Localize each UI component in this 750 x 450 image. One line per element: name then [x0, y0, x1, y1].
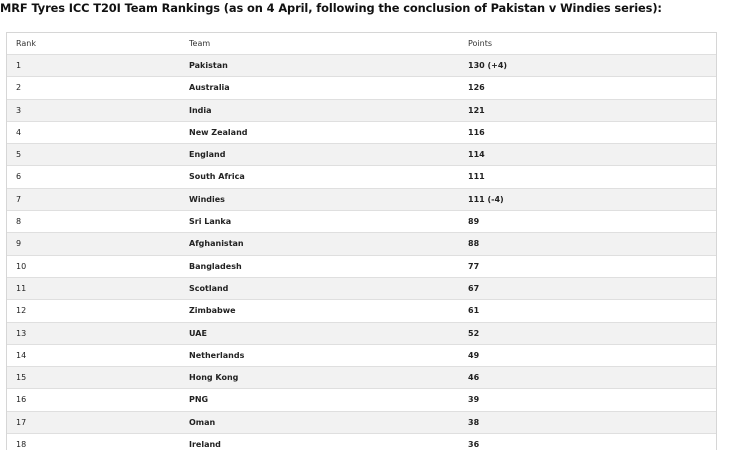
- team-cell: UAE: [189, 328, 207, 338]
- team-cell: Windies: [189, 194, 225, 204]
- table-row: [7, 189, 716, 211]
- points-cell: 114: [468, 150, 485, 160]
- points-cell: 111: [468, 172, 485, 182]
- team-cell: PNG: [189, 395, 209, 405]
- team-cell: Oman: [189, 417, 216, 427]
- rank-cell: 18: [16, 440, 27, 450]
- points-cell: 61: [468, 306, 480, 316]
- points-cell: 52: [468, 328, 480, 338]
- team-cell: Hong Kong: [189, 373, 239, 383]
- points-cell: 77: [468, 261, 480, 271]
- team-cell: South Africa: [189, 172, 245, 182]
- points-cell: 89: [468, 217, 480, 227]
- rank-cell: 8: [16, 217, 22, 227]
- table-row: [7, 367, 716, 389]
- team-cell: Netherlands: [189, 350, 245, 360]
- rank-cell: 15: [16, 373, 27, 383]
- rank-cell: 3: [16, 105, 22, 115]
- rank-cell: 9: [16, 239, 22, 249]
- table-row: [7, 278, 716, 300]
- team-cell: Afghanistan: [189, 239, 244, 249]
- points-cell: 49: [468, 350, 480, 360]
- table-row: [7, 122, 716, 144]
- table-row: [7, 55, 716, 77]
- team-cell: Pakistan: [189, 61, 228, 70]
- table-row: [7, 166, 716, 188]
- team-cell: Ireland: [189, 440, 221, 450]
- team-cell: Bangladesh: [189, 261, 242, 271]
- rank-cell: 16: [16, 395, 27, 405]
- table-body: [7, 55, 716, 450]
- team-cell: Australia: [189, 83, 230, 93]
- points-cell: 67: [468, 283, 480, 293]
- rank-cell: 1: [16, 61, 22, 70]
- table-header-row: [7, 33, 716, 55]
- rank-cell: 13: [16, 328, 27, 338]
- rank-cell: 11: [16, 283, 27, 293]
- table-row: [7, 412, 716, 434]
- points-cell: 88: [468, 239, 480, 249]
- points-cell: 46: [468, 373, 480, 383]
- column-header-points: Points: [468, 39, 493, 48]
- rank-cell: 7: [16, 194, 22, 204]
- table-row: [7, 300, 716, 322]
- table-row: [7, 434, 716, 450]
- team-cell: Sri Lanka: [189, 217, 232, 227]
- rank-cell: 4: [16, 127, 22, 137]
- table-row: [7, 389, 716, 411]
- table-row: [7, 345, 716, 367]
- rankings-table: [6, 32, 717, 450]
- points-cell: 121: [468, 105, 485, 115]
- points-cell: 38: [468, 417, 480, 427]
- points-cell: 39: [468, 395, 480, 405]
- team-cell: England: [189, 150, 226, 160]
- rank-cell: 6: [16, 172, 22, 182]
- page-heading: MRF Tyres ICC T20I Team Rankings (as on 4 April, following the conclusion of Pakistan v Windies series):: [0, 1, 662, 15]
- points-cell: 111 (-4): [468, 194, 504, 204]
- rank-cell: 17: [16, 417, 27, 427]
- table-row: [7, 233, 716, 255]
- rank-cell: 14: [16, 350, 27, 360]
- rank-cell: 10: [16, 261, 27, 271]
- points-cell: 130 (+4): [468, 61, 508, 70]
- table-row: [7, 144, 716, 166]
- points-cell: 116: [468, 127, 485, 137]
- table-row: [7, 211, 716, 233]
- column-header-team: Team: [189, 39, 211, 48]
- rank-cell: 12: [16, 306, 27, 316]
- team-cell: Zimbabwe: [189, 306, 236, 316]
- table-row: [7, 77, 716, 99]
- team-cell: New Zealand: [189, 127, 248, 137]
- points-cell: 126: [468, 83, 485, 93]
- rank-cell: 5: [16, 150, 22, 160]
- table-row: [7, 100, 716, 122]
- table-row: [7, 256, 716, 278]
- team-cell: Scotland: [189, 283, 229, 293]
- rank-cell: 2: [16, 83, 22, 93]
- column-header-rank: Rank: [16, 39, 36, 48]
- team-cell: India: [189, 105, 212, 115]
- points-cell: 36: [468, 440, 480, 450]
- table-row: [7, 323, 716, 345]
